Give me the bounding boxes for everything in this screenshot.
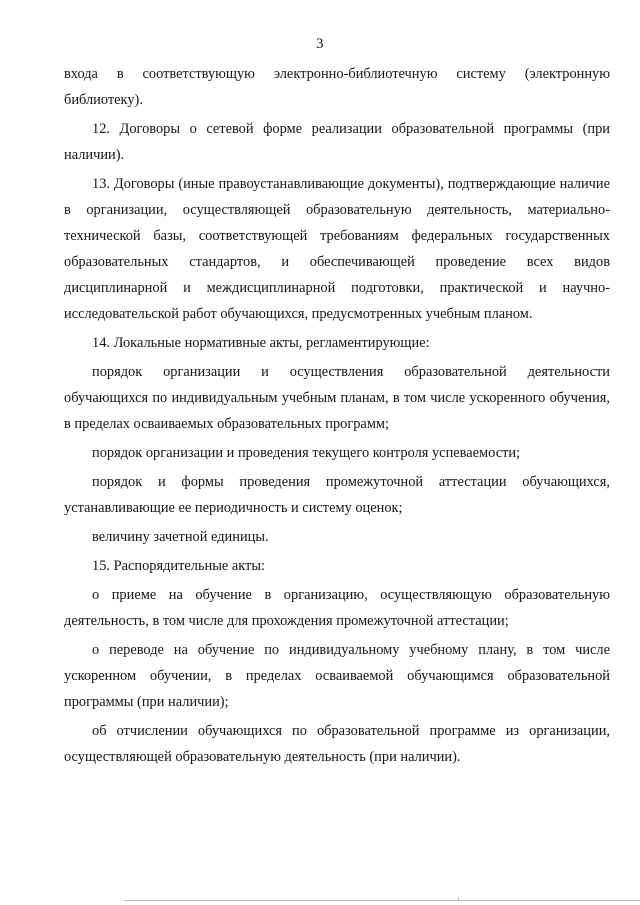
paragraph-item-15-admission: о приеме на обучение в организацию, осуществляющую образовательную деятельность, в том числе для прохождения промежуточной аттестации; [64,587,610,629]
paragraph-item-12: 12. Договоры о сетевой форме реализации образовательной программы (при наличии). [64,121,610,163]
paragraph-item-14-individual-plans: порядок организации и осуществления образовательной деятельности обучающихся по индивидуальным учебным планам, в том числе ускоренного обучения, в пределах осваиваемых образовательных программ; [64,364,610,432]
paragraph-item-15-expulsion: об отчислении обучающихся по образовательной программе из организации, осуществляющей образовательную деятельность (при наличии). [64,723,610,765]
paragraph-item-13: 13. Договоры (иные правоустанавливающие документы), подтверждающие наличие в организации, осуществляющей образовательную деятельность, материально-технической базы, соответствующей требованиям федеральных государственных образовательных стандартов, и обеспечивающей проведение всех видов дисциплинарной и междисциплинарной подготовки, практической и научно-исследовательской работ обучающихся, предусмотренных учебным планом. [64,176,610,322]
paragraph-access-library: входа в соответствующую электронно-библиотечную систему (электронную библиотеку). [64,66,610,108]
paragraph-item-14-current-control: порядок организации и проведения текущего контроля успеваемости; [92,445,521,461]
page-number: 3 [316,36,324,52]
paragraph-item-14-intermediate-attestation: порядок и формы проведения промежуточной аттестации обучающихся, устанавливающие ее периодичность и систему оценок; [64,474,610,516]
paragraph-item-15: 15. Распорядительные акты: [92,558,266,574]
scan-edge-line [124,900,640,901]
paragraph-item-14: 14. Локальные нормативные акты, регламентирующие: [92,335,430,351]
paragraph-item-14-credit-unit: величину зачетной единицы. [92,529,269,545]
paragraph-item-15-transfer: о переводе на обучение по индивидуальному учебному плану, в том числе ускоренном обучении, в пределах осваиваемой обучающимся образовательной программы (при наличии); [64,642,610,710]
scan-edge-tick [458,897,459,901]
document-body [64,61,610,773]
